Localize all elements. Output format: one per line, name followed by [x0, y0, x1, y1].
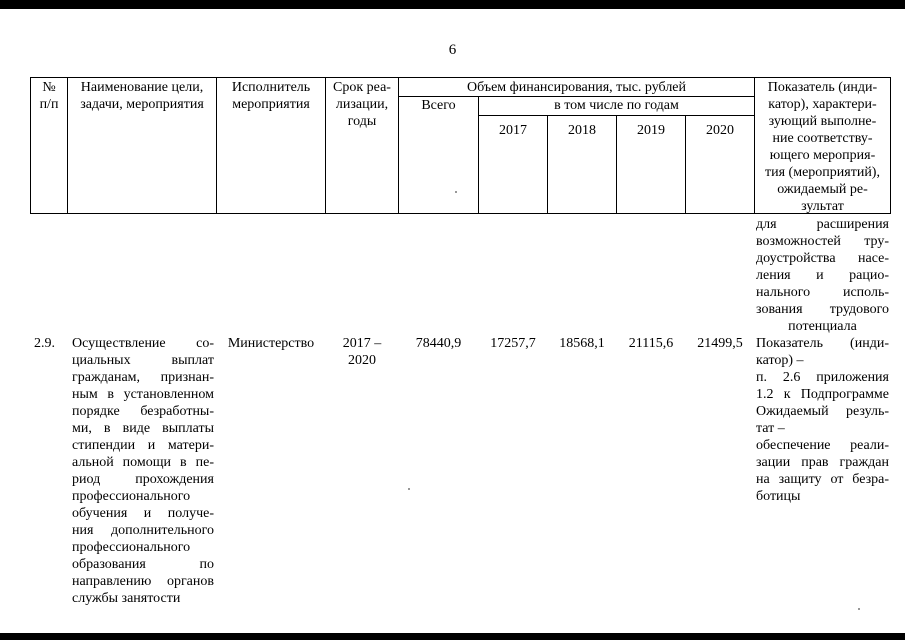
- row-name-line: стипендии и матери-: [72, 438, 214, 453]
- header-financing: Объем финансирования, тыс. рублей: [466, 80, 687, 95]
- header-term-line: годы: [347, 114, 377, 129]
- continuation-line: нального исполь-: [756, 285, 889, 300]
- row-term-line: 2020: [348, 353, 376, 368]
- header-executor-line: Исполнитель: [231, 80, 311, 95]
- indicator-continuation: [756, 216, 889, 335]
- row-indicator-line: Показатель (инди-: [756, 336, 889, 351]
- continuation-line: доустройства насе-: [756, 251, 889, 266]
- header-indicator-line: ожидаемый ре-: [777, 182, 868, 197]
- scan-speck: [455, 191, 457, 193]
- row-name-line: ным в установленном: [72, 387, 214, 402]
- row-value-2018: 18568,1: [559, 336, 605, 351]
- row-name-line: циальных выплат: [72, 353, 214, 368]
- row-name-line: ми, в виде выплаты: [72, 421, 214, 436]
- row-indicator-line: обеспечение реали-: [756, 438, 889, 453]
- row-name-line: гражданам, признан-: [72, 370, 214, 385]
- header-executor-line: мероприятия: [232, 97, 310, 112]
- row-indicator: [756, 335, 889, 505]
- header-number: [31, 79, 67, 113]
- row-term-line: 2017 –: [342, 336, 382, 351]
- header-indicator-line: зультат: [801, 199, 844, 214]
- row-indicator-line: тат –: [756, 421, 785, 436]
- header-year-2017: 2017: [499, 123, 527, 138]
- row-indicator-line: катор) –: [756, 353, 804, 368]
- row-value-2020: 21499,5: [697, 336, 743, 351]
- header-year-2018: 2018: [568, 123, 596, 138]
- header-term-line: Срок реа-: [333, 80, 391, 95]
- continuation-line: возможностей тру-: [756, 234, 889, 249]
- row-indicator-line: на защиту от безра-: [756, 472, 889, 487]
- row-name: [72, 335, 214, 607]
- row-number: 2.9.: [34, 336, 55, 351]
- row-name-line: альной помощи в пе-: [72, 455, 214, 470]
- header-name-line: задачи, мероприятия: [80, 97, 204, 112]
- continuation-line: потенциала: [788, 319, 857, 334]
- row-value-2017: 17257,7: [490, 336, 536, 351]
- row-name-line: профессионального: [72, 540, 191, 555]
- header-indicator: [755, 79, 890, 215]
- row-name-line: службы занятости: [72, 591, 181, 606]
- header-indicator-line: зующий выполне-: [768, 114, 877, 129]
- row-executor: Министерство: [227, 336, 315, 351]
- row-indicator-line: Ожидаемый резуль-: [756, 404, 889, 419]
- row-name-line: направлению органов: [72, 574, 214, 589]
- row-indicator-line: зации прав граждан: [756, 455, 889, 470]
- header-indicator-line: Показатель (инди-: [767, 80, 878, 95]
- continuation-line: зования трудового: [756, 302, 889, 317]
- header-term-line: лизации,: [335, 97, 389, 112]
- scan-speck: [408, 488, 410, 490]
- scan-speck: [858, 608, 860, 610]
- page-number: 6: [448, 42, 457, 58]
- row-name-line: риод прохождения: [72, 472, 214, 487]
- header-number-line: №: [42, 80, 56, 95]
- row-name-line: порядке безработны-: [72, 404, 214, 419]
- row-name-line: ния дополнительного: [72, 523, 214, 538]
- header-indicator-line: тия (мероприятий),: [765, 165, 880, 180]
- header-term: [326, 79, 398, 130]
- row-term: [326, 335, 398, 369]
- row-name-line: профессионального: [72, 489, 191, 504]
- header-year-2020: 2020: [706, 123, 734, 138]
- row-value-2019: 21115,6: [628, 336, 674, 351]
- row-name-line: Осуществление со-: [72, 336, 214, 351]
- header-total: Всего: [421, 98, 456, 113]
- header-name: [68, 79, 216, 113]
- header-indicator-line: ние соответству-: [772, 131, 873, 146]
- continuation-line: ления и рацио-: [756, 268, 889, 283]
- header-indicator-line: катор), характери-: [768, 97, 877, 112]
- header-year-2019: 2019: [637, 123, 665, 138]
- row-name-line: образования по: [72, 557, 214, 572]
- bottom-border: [0, 633, 905, 640]
- header-executor: [217, 79, 325, 113]
- header-indicator-line: ющего мероприя-: [769, 148, 876, 163]
- row-total: 78440,9: [415, 336, 462, 351]
- header-name-line: Наименование цели,: [80, 80, 204, 95]
- row-indicator-line: 1.2 к Подпрограмме: [756, 387, 889, 402]
- header-number-line: п/п: [39, 97, 59, 112]
- row-indicator-line: п. 2.6 приложения: [756, 370, 889, 385]
- continuation-line: для расширения: [756, 217, 889, 232]
- top-border: [0, 0, 905, 9]
- row-indicator-line: ботицы: [756, 489, 801, 504]
- row-name-line: обучения и получе-: [72, 506, 214, 521]
- header-by-year: в том числе по годам: [554, 98, 679, 113]
